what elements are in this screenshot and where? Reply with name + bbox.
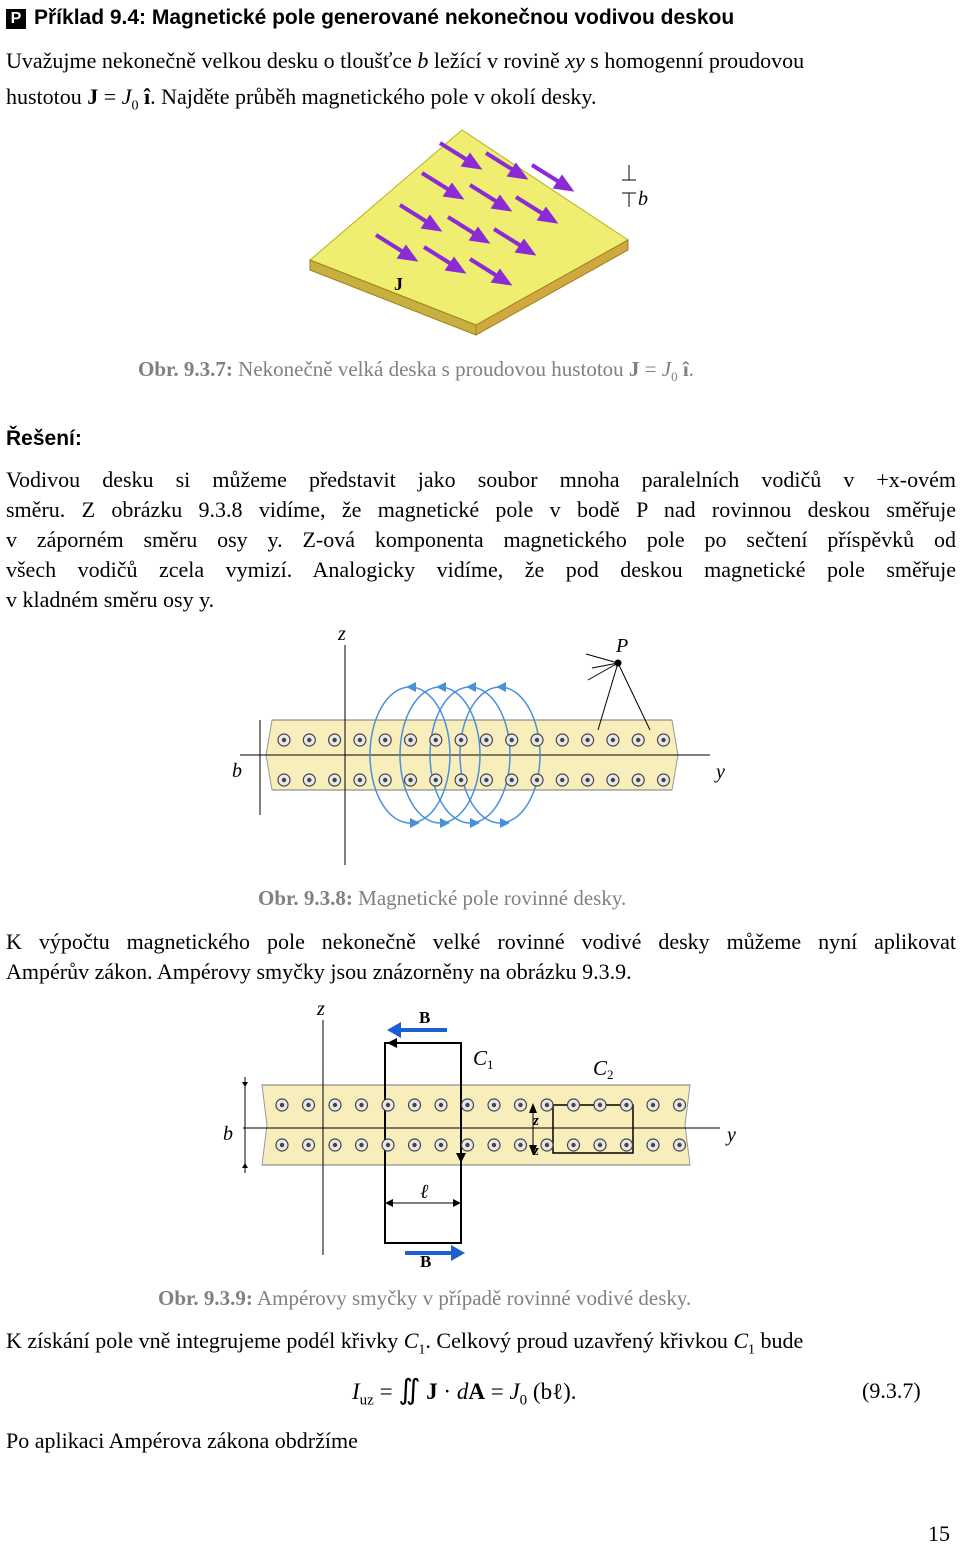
conductor-dot-icon (582, 734, 594, 746)
label-P: P (616, 635, 629, 657)
conductor-dot-icon (382, 1139, 394, 1151)
label-C2: C2 (593, 1056, 614, 1082)
conductor-dot-icon (329, 1139, 341, 1151)
figure-caption-9-3-7: Obr. 9.3.7: Nekonečně velká deska s proudovou hustotou $J = J_0$ î. (138, 357, 694, 385)
conductor-dot-icon (455, 734, 467, 746)
conductor-dot-icon (480, 734, 492, 746)
conductor-dot-icon (647, 1099, 659, 1111)
figure-caption-9-3-9: Obr. 9.3.9: Ampérovy smyčky v případě rovinné vodivé desky. (158, 1286, 692, 1310)
solution-line-5: v kladném směru osy y. (6, 587, 215, 612)
label-B-bottom: B (420, 1252, 432, 1271)
conductor-dot-icon (329, 1099, 341, 1111)
conductor-dot-icon (674, 1099, 686, 1111)
ampere-line-1: K výpočtu magnetického pole nekonečně velké rovinné vodivé desky můžeme nyní aplikovat (6, 929, 956, 954)
conductor-dot-icon (430, 774, 442, 786)
field-arrow (436, 682, 446, 692)
conductor-dot-icon (531, 774, 543, 786)
conductor-dot-icon (621, 1139, 633, 1151)
label-z: z (338, 623, 346, 645)
label-z: z (317, 998, 325, 1020)
equation-number: (9.3.7) (862, 1378, 921, 1403)
intro-line-1: Uvažujme nekonečně velkou desku o tloušťce b ležící v rovině xy s homogenní proudovou (6, 48, 805, 73)
conductor-dot-icon (379, 734, 391, 746)
conductor-dot-icon (506, 774, 518, 786)
conductor-dot-icon (303, 1139, 315, 1151)
field-arrow (470, 818, 480, 828)
intro-line-2: hustotou $J = J_0$ î. Najděte průběh magnetického pole v okolí desky. (6, 84, 597, 114)
conductor-dot-icon (658, 734, 670, 746)
example-title: Příklad 9.4: Magnetické pole generované nekonečnou vodivou deskou (34, 6, 735, 29)
conductor-dot-icon (276, 1099, 288, 1111)
solution-line-2: směru. Z obrázku 9.3.8 vidíme, že magnetické pole v bodě P nad rovinnou deskou směřuje (6, 497, 956, 522)
thickness-marker (622, 165, 636, 207)
label-z-small-2: z (533, 1143, 539, 1159)
conductor-dot-icon (658, 774, 670, 786)
conductor-dot-icon (506, 734, 518, 746)
conductor-dot-icon (556, 734, 568, 746)
conductor-dot-icon (488, 1099, 500, 1111)
conductor-dot-icon (278, 774, 290, 786)
conductor-dot-icon (480, 774, 492, 786)
conductor-dot-icon (303, 1099, 315, 1111)
conductor-dot-icon (632, 734, 644, 746)
field-arrow (466, 682, 476, 692)
solution-line-3: v záporném směru osy y. Z-ová komponenta magnetického pole po sečtení příspěvků od (6, 527, 956, 552)
label-y: y (727, 1124, 736, 1146)
ampere-line-2: Ampérův zákon. Ampérovy smyčky jsou znázorněny na obrázku 9.3.9. (6, 959, 632, 984)
conductor-dot-icon (647, 1139, 659, 1151)
conductor-dot-icon (278, 734, 290, 746)
conductor-dot-icon (409, 1139, 421, 1151)
conductor-dot-icon (354, 774, 366, 786)
conductor-dot-icon (356, 1099, 368, 1111)
solution-heading: Řešení: (6, 427, 82, 450)
label-C1: C1 (473, 1046, 494, 1072)
conductor-dot-icon (674, 1139, 686, 1151)
conductor-dot-icon (462, 1099, 474, 1111)
conductor-dot-icon (379, 774, 391, 786)
conductor-dot-icon (594, 1139, 606, 1151)
conductor-dot-icon (455, 774, 467, 786)
conductor-dot-icon (515, 1099, 527, 1111)
integration-sentence: K získání pole vně integrujeme podél křivky $C_1$. Celkový proud uzavřený křivkou $C_1$ bude (6, 1328, 804, 1358)
conductor-dot-icon (462, 1139, 474, 1151)
field-arrow (406, 682, 416, 692)
slab-figure (290, 125, 670, 340)
figure-caption-9-3-8: Obr. 9.3.8: Magnetické pole rovinné desky. (258, 886, 627, 910)
conductor-dot-icon (435, 1139, 447, 1151)
page-number: 15 (928, 1521, 950, 1546)
conductor-dot-icon (435, 1099, 447, 1111)
solution-line-4: všech vodičů zcela vymizí. Analogicky vidíme, že pod deskou magnetické pole směřuje (6, 557, 956, 582)
conductor-dot-icon (607, 734, 619, 746)
field-arrow (410, 818, 420, 828)
label-ell: ℓ (420, 1181, 429, 1203)
conductor-dot-icon (541, 1139, 553, 1151)
conductor-dots-fig2 (272, 728, 672, 788)
conductor-dot-icon (541, 1099, 553, 1111)
conductor-dot-icon (303, 774, 315, 786)
conductor-dot-icon (568, 1139, 580, 1151)
conductor-dot-icon (329, 734, 341, 746)
conductor-dot-icon (354, 734, 366, 746)
field-arrow (440, 818, 450, 828)
label-J: J (394, 274, 403, 294)
ampere-result-sentence: Po aplikaci Ampérova zákona obdržíme (6, 1428, 358, 1453)
conductor-dot-icon (568, 1099, 580, 1111)
conductor-dot-icon (356, 1139, 368, 1151)
conductor-dot-icon (556, 774, 568, 786)
conductor-dot-icon (488, 1139, 500, 1151)
solution-line-1: Vodivou desku si můžeme představit jako soubor mnoha paralelních vodičů v +x-ovém (6, 467, 956, 492)
conductor-dot-icon (303, 734, 315, 746)
label-y: y (716, 761, 725, 783)
example-badge: P (6, 9, 26, 29)
label-b: b (223, 1123, 233, 1145)
math-ihat: î (143, 84, 151, 109)
conductor-dot-icon (582, 774, 594, 786)
label-b: b (638, 188, 648, 210)
conductor-dot-icon (405, 734, 417, 746)
example-heading (6, 6, 734, 30)
conductor-dot-icon (382, 1099, 394, 1111)
conductor-dot-icon (607, 774, 619, 786)
conductor-dot-icon (515, 1139, 527, 1151)
conductor-dot-icon (430, 734, 442, 746)
label-z-small-1: z (533, 1113, 539, 1129)
conductor-dot-icon (632, 774, 644, 786)
conductor-dot-icon (329, 774, 341, 786)
label-B-top: B (419, 1008, 431, 1027)
conductor-dot-icon (594, 1099, 606, 1111)
label-b: b (232, 760, 242, 782)
conductor-dot-icon (276, 1139, 288, 1151)
conductor-dot-icon (621, 1099, 633, 1111)
conductor-dots-fig3 (270, 1093, 690, 1155)
math-J: J (87, 84, 99, 109)
field-arrow (500, 818, 510, 828)
equation-9-3-7: $I_{uz}$ = ∬ J · dA = $J_0$ (bℓ). (352, 1375, 577, 1409)
conductor-dot-icon (409, 1099, 421, 1111)
conductor-dot-icon (531, 734, 543, 746)
conductor-dot-icon (405, 774, 417, 786)
field-arrow (496, 682, 506, 692)
